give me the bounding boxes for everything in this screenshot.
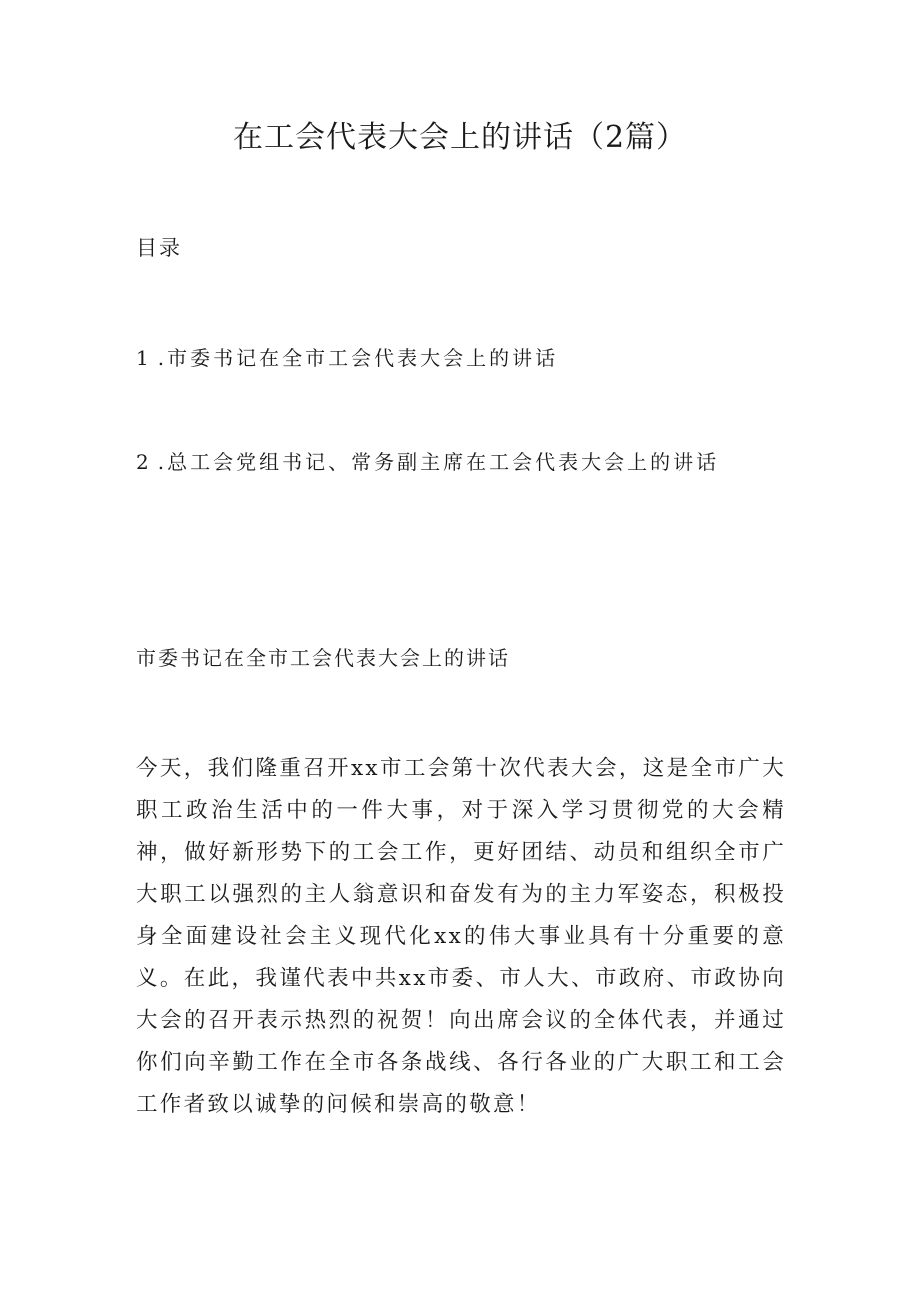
toc-heading: 目录 (136, 236, 182, 260)
toc-item-number: 2 (136, 450, 152, 474)
toc-item (136, 448, 719, 476)
toc-item-text: .市委书记在全市工会代表大会上的讲话 (157, 346, 559, 370)
section-heading: 市委书记在全市工会代表大会上的讲话 (136, 646, 510, 670)
toc-item (136, 344, 558, 372)
body-paragraph: 今天，我们隆重召开xx市工会第十次代表大会，这是全市广大职工政治生活中的一件大事，对于深入学习贯彻党的大会精神，做好新形势下的工会工作，更好团结、动员和组织全市广大职工以强烈的主人翁意识和奋发有为的主力军姿态，积极投身全面建设社会主义现代化xx的伟大事业具有十分重要的意义。在此，我谨代表中共xx市委、市人大、市政府、市政协向大会的召开表示热烈的祝贺！向出席会议的全体代表，并通过你们向辛勤工作在全市各条战线、各行各业的广大职工和工会工作者致以诚挚的问候和崇高的敬意！ (136, 756, 786, 1117)
toc-item-number: 1 (136, 346, 152, 370)
toc-item-text: .总工会党组书记、常务副主席在工会代表大会上的讲话 (157, 450, 720, 474)
document-title: 在工会代表大会上的讲话（2篇） (232, 120, 688, 155)
